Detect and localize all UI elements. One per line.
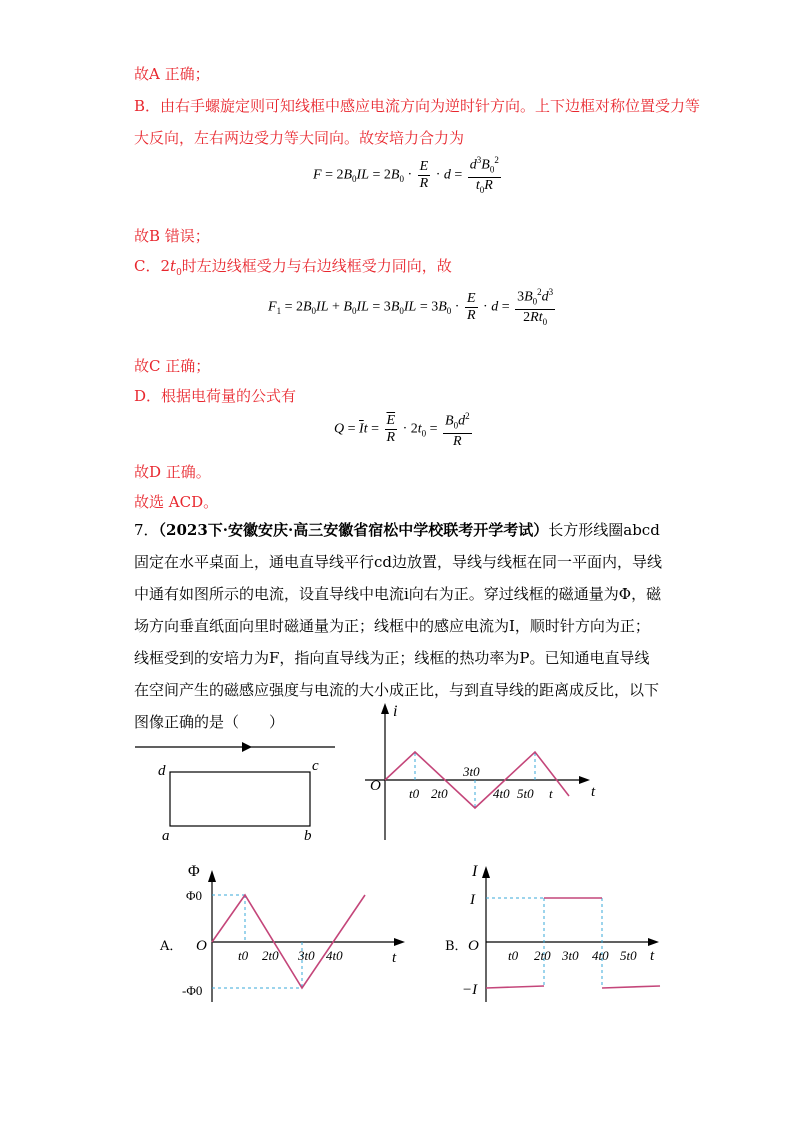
text-a-correct: 故A 正确； — [134, 65, 210, 83]
problem-text: 长方形线圈abcd固定在水平桌面上，通电直导线平行cd边放置，导线与线框在同一平面内，导线中通有如图所示的电流，设直导线中电流i向右为正。穿过线框的磁通量为Φ，磁场方向垂直纸面向里时磁通量为正；线框中的感应电流为I，顺时针方向为正；线框受到的安培力为F，指向直导线为正；线框的热功率为P。已知通电直导线在空间产生的磁感应强度与电流的大小成正比，与到直导线的距离成反比，以下图像正确的是（ ） — [134, 521, 663, 731]
formula-q: $Q = \overline{I}t$ = $\frac{\overline{E}}{R}$ · $2t_0$ = $\frac{B_0d^2}{R}$ — [334, 408, 474, 450]
frame-label-c: c — [312, 758, 319, 774]
graph-option-b — [462, 862, 672, 1002]
graph-option-a — [182, 862, 420, 1002]
tick-t0: t0 — [409, 786, 420, 801]
option-a-axis-t: t — [392, 950, 397, 966]
text-b-wrong: 故B 错误； — [134, 227, 210, 245]
label-neg-phi0: -Φ0 — [182, 983, 203, 998]
graph-current-i — [365, 700, 605, 840]
option-a-tick-2t0: 2t0 — [262, 948, 279, 963]
option-a-tick-4t0: 4t0 — [326, 948, 343, 963]
formula-f1: $F_1 = 2B_0IL + B_0IL = 3B_0IL = 3B_0$ · $\frac{E}{R}$ · d = $\frac{3B_0^2d^3}{2Rt_0}$ — [268, 284, 557, 330]
axis-label-i: i — [393, 703, 398, 720]
tick-2t0: 2t0 — [431, 786, 448, 801]
text-answer: 故选 ACD。 — [134, 493, 219, 511]
tick-t: t — [549, 786, 553, 801]
axis-label-t: t — [591, 784, 596, 800]
frame-label-a: a — [162, 828, 170, 844]
axis-label-I: I — [472, 863, 478, 880]
formula-f: $F = 2B_0IL = 2B_0$ · $\frac{E}{R}$ · d = $\frac{d^3B_0^2}{t_0R}$ — [313, 152, 503, 198]
text-d-correct: 故D 正确。 — [134, 463, 211, 481]
tick-3t0: 3t0 — [463, 764, 480, 779]
option-b-axis-t: t — [650, 948, 655, 964]
option-a-tick-t0: t0 — [238, 948, 249, 963]
text-c-correct: 故C 正确； — [134, 357, 211, 375]
option-a-origin: O — [196, 938, 207, 954]
label-neg-I: −I — [462, 982, 478, 998]
origin-label: O — [370, 778, 381, 794]
problem-number: 7． — [134, 521, 159, 539]
problem-source: （2023下·安徽安庆·高三安徽省宿松中学校联考开学考试） — [158, 521, 549, 539]
option-b-tick-5t0: 5t0 — [620, 948, 637, 963]
option-a-tick-3t0: 3t0 — [298, 948, 315, 963]
label-phi0: Φ0 — [186, 888, 203, 903]
option-b-tick-4t0: 4t0 — [592, 948, 609, 963]
text-b-line2: 大反向，左右两边受力等大同向。故安培力合力为 — [134, 129, 465, 147]
option-b-tick-t0: t0 — [508, 948, 519, 963]
option-a-label: A． — [160, 939, 183, 954]
option-b-tick-2t0: 2t0 — [534, 948, 551, 963]
option-b-label: B． — [445, 939, 468, 954]
option-b-tick-3t0: 3t0 — [562, 948, 579, 963]
label-I: I — [470, 892, 475, 908]
figure-wire-frame — [130, 735, 350, 845]
option-b-origin: O — [468, 938, 479, 954]
frame-label-b: b — [304, 828, 312, 844]
text-b-line1: B．由右手螺旋定则可知线框中感应电流方向为逆时针方向。上下边框对称位置受力等 — [134, 97, 701, 115]
axis-label-phi: Φ — [188, 863, 200, 880]
tick-5t0: 5t0 — [517, 786, 534, 801]
frame-label-d: d — [158, 763, 166, 779]
text-c-line: C．$2t_0$时左边线框受力与右边线框受力同向，故 — [134, 257, 452, 278]
tick-4t0: 4t0 — [493, 786, 510, 801]
text-d-line: D．根据电荷量的公式有 — [134, 387, 297, 405]
